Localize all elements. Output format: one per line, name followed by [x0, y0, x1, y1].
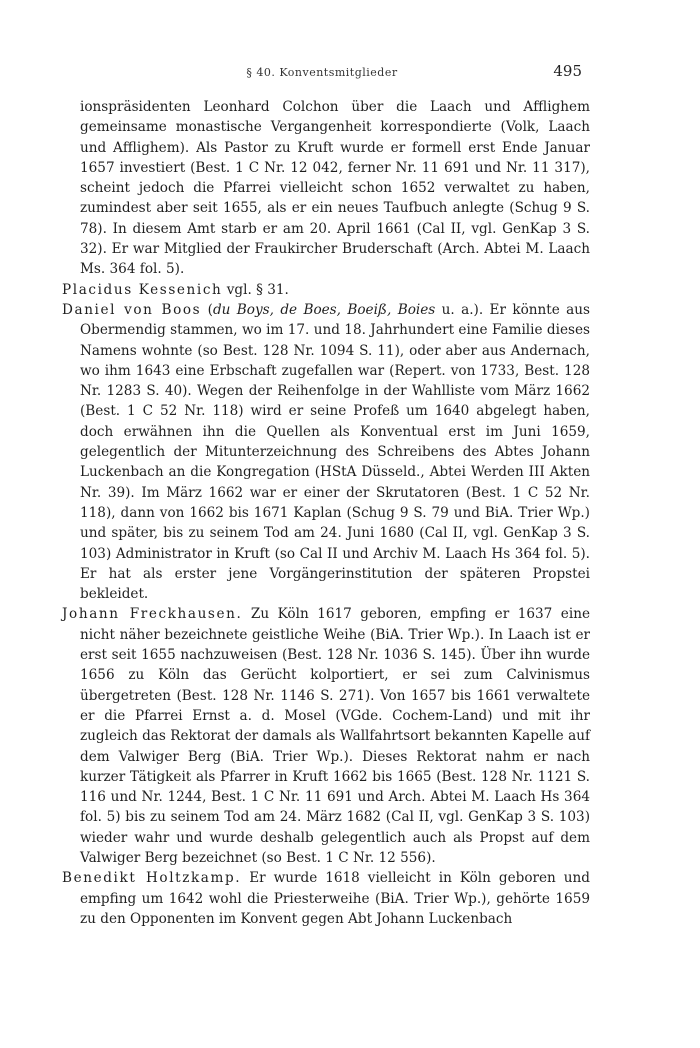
entry-name: Daniel von Boos — [62, 301, 202, 318]
entry-name: Benedikt Holtzkamp. — [62, 870, 242, 887]
page-number: 495 — [553, 62, 582, 80]
page-header — [62, 62, 582, 86]
running-head: § 40. Konventsmitglieder — [246, 66, 398, 79]
alt-names: du Boys, de Boes, Boeiß, Boies — [212, 301, 436, 318]
entry-text: Er könnte aus Obermendig stammen, wo im 17. und 18. Jahrhundert eine Familie dieses Namens wohnte (so Best. 128 Nr. 1094 S. 11), oder aber aus Andernach, wo ihm 1643 eine Erbschaft zugefallen war (Repert. von 1733, Best. 128 Nr. 1283 S. 40). Wegen der Reihenfolge in der Wahlliste vom März 1662 (Best. 1 C 52 Nr. 118) wird er seine Profeß um 1640 abgelegt haben, doch erwähnen ihn die Quellen als Konventual erst im Juni 1659, gelegentlich der Mitunterzeichnung des Schreibens des Abtes Johann Luckenbach an die Kongregation (HStA Düsseld., Abtei Werden III Akten Nr. 39). Im März 1662 war er einer der Skrutatoren (Best. 1 C 52 Nr. 118), dann von 1662 bis 1671 Kaplan (Schug 9 S. 79 und BiA. Trier Wp.) und später, bis zu seinem Tod am 24. Juni 1680 (Cal II, vgl. GenKap 3 S. 103) Administrator in Kruft (so Cal II und Archiv M. Laach Hs 364 fol. 5). Er hat als erster jene Vorgängerinstitution der späteren Propstei bekleidet. — [80, 301, 591, 603]
entry-johann-freckhausen — [62, 604, 590, 868]
entry-text: Er wurde 1618 vielleicht in Köln geboren und empfing um 1642 wohl die Priesterweihe (BiA. Trier Wp.), gehörte 1659 zu den Opponenten im Konvent gegen Abt Johann Luckenbach — [80, 870, 590, 927]
page-body — [62, 97, 590, 929]
entry-name: Johann Freckhausen. — [62, 606, 243, 623]
entry-text: Zu Köln 1617 geboren, empfing er 1637 eine nicht näher bezeichnete geistliche Weihe (BiA. Trier Wp.). In Laach ist er erst seit 1655 nachzuweisen (Best. 128 Nr. 1036 S. 145). Über ihn wurde 1656 zu Köln das Gerücht kolportiert, er sei zum Calvinismus übergetreten (Best. 128 Nr. 1146 S. 271). Von 1657 bis 1661 verwaltete er die Pfarrei Ernst a. d. Mosel (VGde. Cochem-Land) und mit ihr zugleich das Rektorat der damals als Wallfahrtsort bekannten Kapelle auf dem Valwiger Berg (BiA. Trier Wp.). Dieses Rektorat nahm er nach kurzer Tätigkeit als Pfarrer in Kruft 1662 bis 1665 (Best. 128 Nr. 1121 S. 116 und Nr. 1244, Best. 1 C Nr. 11 691 und Arch. Abtei M. Laach Hs 364 fol. 5) bis zu seinem Tod am 24. März 1682 (Cal II, vgl. GenKap 3 S. 103) wieder wahr und wurde deshalb gelegentlich auch als Propst auf dem Valwiger Berg bezeichnet (so Best. 1 C Nr. 12 556). — [80, 606, 590, 866]
entry-text: vgl. § 31. — [222, 281, 289, 298]
entry-benedikt-holtzkamp — [62, 868, 590, 929]
continuation-paragraph: ionspräsidenten Leonhard Colchon über die Laach und Afflighem gemeinsame monastische Vergangenheit korrespondierte (Volk, Laach und Afflighem). Als Pastor zu Kruft wurde er formell erst Ende Januar 1657 investiert (Best. 1 C Nr. 12 042, ferner Nr. 11 691 und Nr. 11 317), scheint jedoch die Pfarrei vielleicht schon 1652 verwaltet zu haben, zumindest aber seit 1655, als er ein neues Taufbuch anlegte (Schug 9 S. 78). In diesem Amt starb er am 20. April 1661 (Cal II, vgl. GenKap 3 S. 32). Er war Mitglied der Fraukircher Bruderschaft (Arch. Abtei M. Laach Ms. 364 fol. 5). — [80, 99, 590, 278]
entry-placidus-kessenich — [62, 280, 590, 300]
alt-names-close: u. a.). — [435, 301, 484, 318]
alt-names-open: ( — [201, 301, 213, 318]
entry-daniel-von-boos — [62, 300, 590, 604]
entry-name: Placidus Kessenich — [62, 281, 223, 298]
